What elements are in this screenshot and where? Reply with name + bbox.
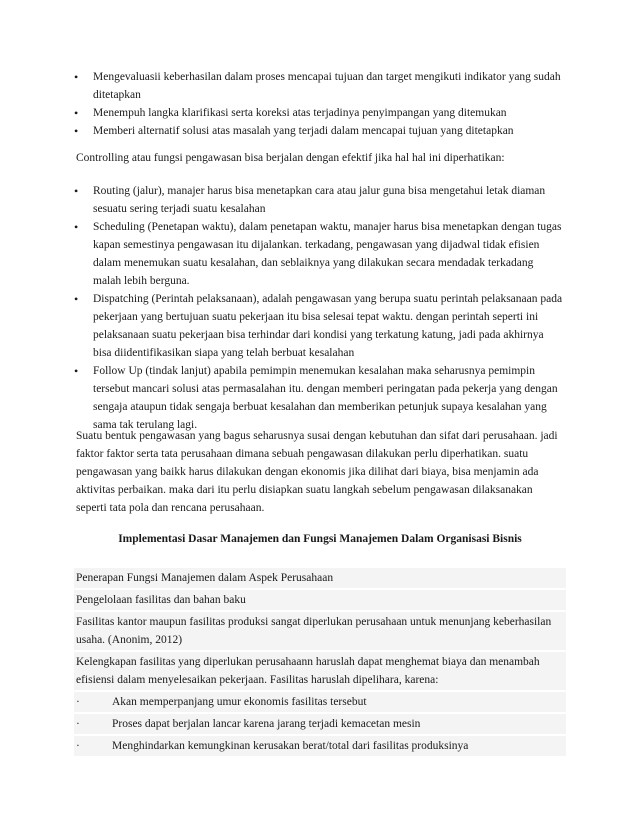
section-paragraph-completeness: Kelengkapan fasilitas yang diperlukan perusahaann haruslah dapat menghemat biaya dan menambah efisiensi dalam menyelesaikan pekerjaan. Fasilitas haruslah dipelihara, karena: [76,656,540,686]
dot-marker: · [76,718,80,730]
list-item-text: Akan memperpanjang umur ekonomis fasilitas tersebut [112,696,367,708]
list-item: • Dispatching (Perintah pelaksanaan), adalah pengawasan yang berupa suatu perintah pelaksanaan pada pekerjaan yang bertujuan suatu pekerjaan itu bisa selesai tepat waktu. dengan perintah seperti ini pelaksanaan suatu pekerjaan bisa terhindar dari kondisi yang terkatung katung, jadi pada akhirnya bisa diidentifikasikan siapa yang telah berbuat kesalahan [74,290,564,362]
list-item: • Scheduling (Penetapan waktu), dalam penetapan waktu, manajer harus bisa menetapkan dengan tugas kapan semestinya pengawasan itu dijalankan. terkadang, pengawasan yang dijadwal tidak efisien dalam menemukan suatu kesalahan, dan seblaiknya yang dilakukan secara mendadak terkadang malah lebih berguna. [74,218,564,290]
list-item: • Mengevaluasii keberhasilan dalam proses mencapai tujuan dan target mengikuti indikator yang sudah ditetapkan [74,68,564,104]
list-item [74,692,566,712]
bullet-list-evaluation [74,68,564,140]
summary-paragraph: Suatu bentuk pengawasan yang bagus seharusnya susai dengan kebutuhan dan sifat dari perusahaan. jadi faktor faktor serta tata perusahaan dimana sebuah pengawasan dilakukan perlu diperhatikan. suatu pengawasan yang baikk harus dilakukan dengan ekonomis jika dilihat dari biaya, bisa menjamin ada aktivitas perbaikan. maka dari itu perlu disiapkan suatu langkah sebelum pengawasan dilaksanakan seperti tata pola dan rencana perusahaan. [76,430,558,514]
dot-marker: · [76,696,80,708]
section-heading: Implementasi Dasar Manajemen dan Fungsi Manajemen Dalam Organisasi Bisnis [118,533,522,545]
section-line-subtitle: Pengelolaan fasilitas dan bahan baku [76,594,246,606]
list-item: • Follow Up (tindak lanjut) apabila pemimpin menemukan kesalahan maka seharusnya pemimpin tersebut mancari solusi atas permasalahan itu. dengan memberi peringatan pada pekerja yang dengan sengaja ataupun tidak sengaja berbuat kesalahan dan memberikan petunjuk supaya kesalahan yang sama tak terulang lagi. [74,362,564,434]
dot-marker: · [76,740,80,752]
list-item: • Menempuh langka klarifikasi serta koreksi atas terjadinya penyimpangan yang ditemukan [74,104,564,122]
bullet-list-controlling [74,182,564,434]
section-paragraph-facilities: Fasilitas kantor maupun fasilitas produksi sangat diperlukan perusahaan untuk menunjang keberhasilan usaha. (Anonim, 2012) [76,616,552,646]
section-line-title: Penerapan Fungsi Manajemen dalam Aspek Perusahaan [76,572,334,584]
section-body [74,568,566,756]
list-item [74,714,566,734]
intro-paragraph: Controlling atau fungsi pengawasan bisa berjalan dengan efektif jika hal hal ini diperhatikan: [76,152,505,164]
list-item-text: Menghindarkan kemungkinan kerusakan berat/total dari fasilitas produksinya [112,740,469,752]
list-item: • Routing (jalur), manajer harus bisa menetapkan cara atau jalur guna bisa mengetahui letak diaman sesuatu sering terjadi suatu kesalahan [74,182,564,218]
list-item-text: Proses dapat berjalan lancar karena jarang terjadi kemacetan mesin [112,718,421,730]
list-item [74,736,566,756]
list-item: • Memberi alternatif solusi atas masalah yang terjadi dalam mencapai tujuan yang ditetapkan [74,122,564,140]
